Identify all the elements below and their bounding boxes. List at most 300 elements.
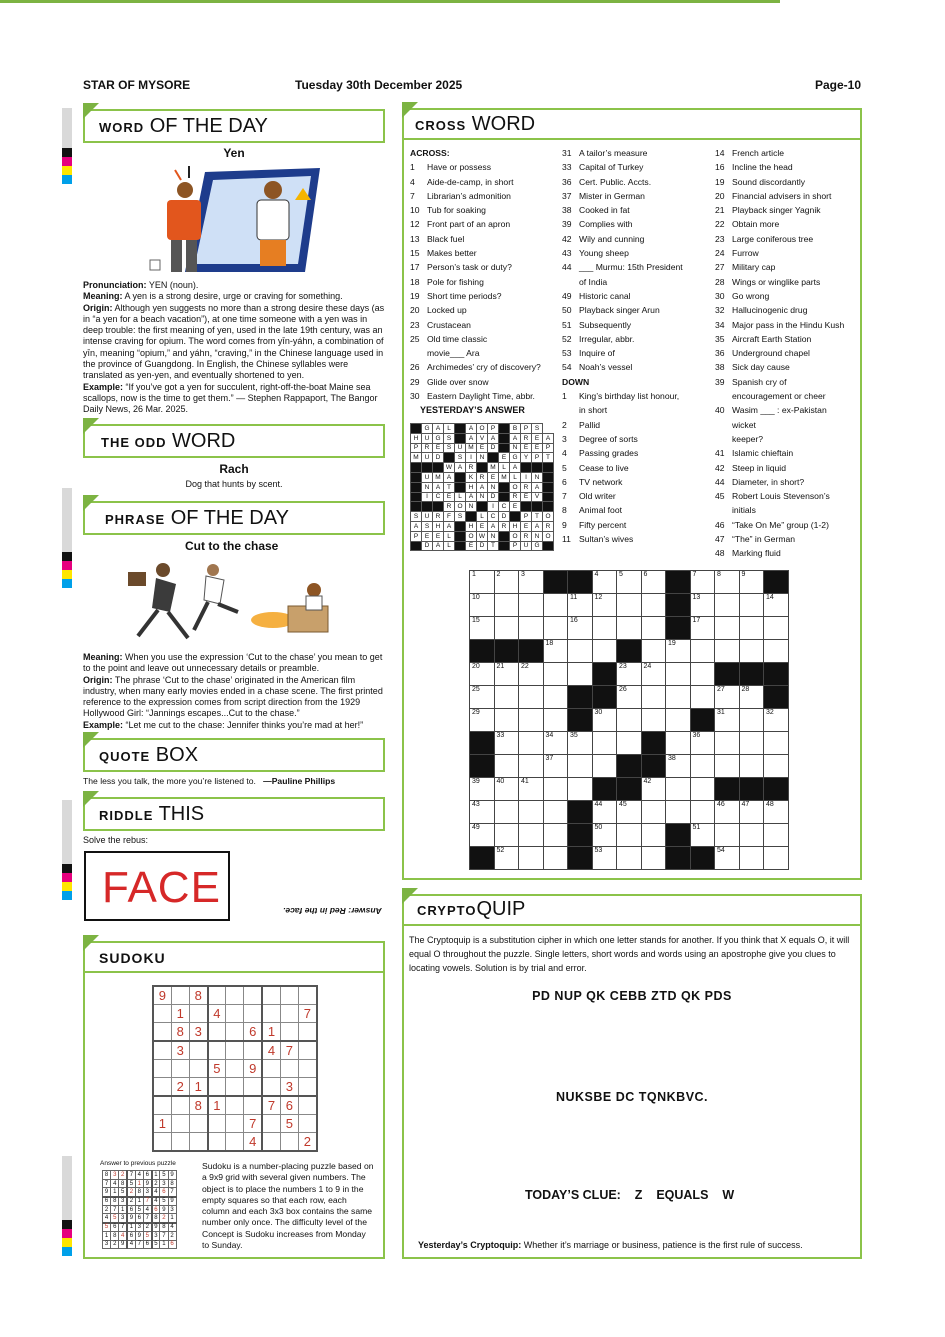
sudoku-cell[interactable] bbox=[299, 1023, 317, 1041]
prev-sudoku-cell: 1 bbox=[135, 1179, 143, 1188]
crossword-cell[interactable] bbox=[666, 732, 691, 755]
crossword-cell[interactable] bbox=[494, 709, 519, 732]
prev-sudoku-grid bbox=[102, 1170, 177, 1249]
prev-sudoku-cell: 9 bbox=[127, 1214, 135, 1223]
answer-cell: G bbox=[422, 424, 433, 434]
sudoku-cell[interactable]: 1 bbox=[153, 1114, 171, 1132]
crossword-cell[interactable] bbox=[666, 686, 691, 709]
clue-item: movie___ Ara bbox=[427, 348, 480, 359]
cell-number: 33 bbox=[496, 732, 505, 739]
crossword-cell[interactable] bbox=[519, 663, 544, 686]
crossword-black-cell bbox=[764, 571, 789, 594]
sudoku-cell[interactable]: 5 bbox=[280, 1114, 298, 1132]
clue-number: 31 bbox=[562, 148, 572, 158]
sudoku-cell[interactable] bbox=[208, 1077, 226, 1095]
crossword-cell[interactable] bbox=[592, 640, 617, 663]
sudoku-cell[interactable]: 9 bbox=[153, 986, 171, 1004]
sudoku-cell[interactable]: 1 bbox=[189, 1077, 207, 1095]
crossword-cell[interactable] bbox=[470, 824, 495, 847]
sudoku-cell[interactable] bbox=[299, 1114, 317, 1132]
clue-text: Cert. Public. Accts. bbox=[579, 176, 652, 187]
sudoku-cell[interactable] bbox=[208, 986, 226, 1004]
crossword-cell[interactable] bbox=[519, 617, 544, 640]
answer-cell: H bbox=[433, 521, 444, 531]
crossword-cell[interactable] bbox=[519, 755, 544, 778]
prev-sudoku-cell: 4 bbox=[143, 1205, 151, 1214]
sudoku-cell[interactable]: 5 bbox=[208, 1059, 226, 1077]
answer-cell: S bbox=[455, 512, 466, 522]
crossword-cell[interactable] bbox=[592, 732, 617, 755]
sudoku-cell[interactable]: 2 bbox=[171, 1077, 189, 1095]
answer-cell: A bbox=[455, 463, 466, 473]
answer-black-cell bbox=[411, 472, 422, 482]
crossword-cell[interactable] bbox=[568, 640, 593, 663]
crossword-cell[interactable] bbox=[641, 801, 666, 824]
sudoku-cell[interactable] bbox=[262, 1077, 280, 1095]
sudoku-cell[interactable] bbox=[153, 1059, 171, 1077]
crossword-cell[interactable] bbox=[494, 778, 519, 801]
clue-item bbox=[562, 246, 683, 260]
sudoku-cell[interactable] bbox=[262, 1114, 280, 1132]
crossword-cell[interactable] bbox=[764, 824, 789, 847]
crossword-cell[interactable] bbox=[543, 640, 568, 663]
sudoku-cell[interactable] bbox=[262, 1132, 280, 1150]
crossword-cell[interactable] bbox=[617, 686, 642, 709]
crossword-cell[interactable] bbox=[739, 755, 764, 778]
sudoku-cell[interactable]: 2 bbox=[299, 1132, 317, 1150]
sudoku-cell[interactable] bbox=[244, 1041, 262, 1059]
sudoku-cell[interactable] bbox=[153, 1041, 171, 1059]
cell-number: 9 bbox=[741, 571, 746, 578]
clue-text: Makes better bbox=[427, 248, 477, 259]
crossword-cell[interactable] bbox=[543, 732, 568, 755]
sudoku-cell[interactable]: 8 bbox=[189, 1096, 207, 1114]
sudoku-cell[interactable]: 3 bbox=[189, 1023, 207, 1041]
sudoku-cell[interactable]: 4 bbox=[208, 1004, 226, 1022]
prev-sudoku-cell: 5 bbox=[160, 1197, 168, 1206]
sudoku-cell[interactable] bbox=[262, 986, 280, 1004]
answer-cell: R bbox=[477, 472, 488, 482]
crossword-cell[interactable] bbox=[543, 801, 568, 824]
sudoku-cell[interactable] bbox=[171, 1059, 189, 1077]
sudoku-cell[interactable]: 1 bbox=[262, 1023, 280, 1041]
answer-cell: M bbox=[499, 472, 510, 482]
sudoku-cell[interactable] bbox=[208, 1132, 226, 1150]
crossword-cell[interactable] bbox=[690, 824, 715, 847]
clue-item bbox=[715, 532, 844, 546]
sudoku-cell[interactable] bbox=[189, 1041, 207, 1059]
sudoku-cell[interactable]: 8 bbox=[189, 986, 207, 1004]
sudoku-cell[interactable]: 6 bbox=[244, 1023, 262, 1041]
crossword-cell[interactable] bbox=[592, 594, 617, 617]
sudoku-cell[interactable] bbox=[171, 1114, 189, 1132]
sudoku-cell[interactable] bbox=[208, 1023, 226, 1041]
sudoku-cell[interactable] bbox=[280, 1059, 298, 1077]
prev-sudoku-cell: 6 bbox=[168, 1240, 176, 1249]
answer-cell: G bbox=[433, 433, 444, 443]
answer-cell: R bbox=[433, 512, 444, 522]
crossword-cell[interactable] bbox=[592, 571, 617, 594]
crossword-cell[interactable] bbox=[543, 824, 568, 847]
crossword-cell[interactable] bbox=[715, 755, 740, 778]
crossword-cell[interactable] bbox=[494, 617, 519, 640]
clue-text: Young sheep bbox=[579, 248, 629, 259]
crossword-cell[interactable] bbox=[739, 824, 764, 847]
answer-black-cell bbox=[543, 502, 554, 512]
crossword-cell[interactable] bbox=[592, 801, 617, 824]
crossword-cell[interactable] bbox=[470, 709, 495, 732]
crossword-cell[interactable] bbox=[543, 755, 568, 778]
crossword-cell[interactable] bbox=[592, 709, 617, 732]
crossword-cell[interactable] bbox=[494, 594, 519, 617]
crossword-cell[interactable] bbox=[641, 594, 666, 617]
crossword-cell[interactable] bbox=[617, 571, 642, 594]
sudoku-cell[interactable]: 6 bbox=[280, 1096, 298, 1114]
crossword-cell[interactable] bbox=[568, 594, 593, 617]
crossword-cell[interactable] bbox=[715, 732, 740, 755]
prev-sudoku-cell: 2 bbox=[143, 1223, 151, 1232]
crossword-cell[interactable] bbox=[641, 847, 666, 870]
clue-number: 37 bbox=[562, 190, 572, 201]
sudoku-cell[interactable]: 4 bbox=[244, 1132, 262, 1150]
crossword-cell[interactable] bbox=[739, 617, 764, 640]
crossword-black-cell bbox=[543, 571, 568, 594]
crossword-cell[interactable] bbox=[568, 778, 593, 801]
crossword-cell[interactable] bbox=[715, 824, 740, 847]
crossword-cell[interactable] bbox=[739, 847, 764, 870]
sudoku-cell[interactable] bbox=[153, 1077, 171, 1095]
clue-number: 20 bbox=[715, 190, 725, 201]
crossword-cell[interactable] bbox=[543, 686, 568, 709]
crossword-black-cell bbox=[666, 571, 691, 594]
crossword-cell[interactable] bbox=[470, 663, 495, 686]
sudoku-cell[interactable] bbox=[244, 1096, 262, 1114]
sudoku-cell[interactable] bbox=[262, 1059, 280, 1077]
crossword-cell[interactable] bbox=[568, 755, 593, 778]
crossword-cell[interactable] bbox=[690, 686, 715, 709]
crossword-cell[interactable] bbox=[543, 594, 568, 617]
sudoku-cell[interactable] bbox=[226, 1096, 244, 1114]
crossword-cell[interactable] bbox=[617, 617, 642, 640]
sudoku-cell[interactable] bbox=[226, 1023, 244, 1041]
sudoku-cell[interactable] bbox=[226, 1077, 244, 1095]
crossword-cell[interactable] bbox=[764, 732, 789, 755]
clue-item bbox=[715, 346, 844, 360]
crossword-cell[interactable] bbox=[617, 824, 642, 847]
crossword-cell[interactable] bbox=[666, 755, 691, 778]
sudoku-cell[interactable] bbox=[171, 986, 189, 1004]
answer-cell: C bbox=[488, 512, 499, 522]
sudoku-cell[interactable] bbox=[171, 1132, 189, 1150]
clue-number: 1 bbox=[410, 162, 415, 173]
crossword-cell[interactable] bbox=[519, 594, 544, 617]
crossword-cell[interactable] bbox=[641, 663, 666, 686]
sudoku-cell[interactable]: 3 bbox=[280, 1077, 298, 1095]
margin-band bbox=[62, 1156, 72, 1220]
crossword-cell[interactable] bbox=[666, 709, 691, 732]
crossword-cell[interactable] bbox=[764, 755, 789, 778]
crossword-cell[interactable] bbox=[764, 640, 789, 663]
crypto-intro: The Cryptoquip is a substitution cipher in which one letter stands for another. If you think that X equals O, it will equal O throughout the puzzle. Single letters, short words and words using an apostrophe give you clues to locating vowels. Solution is by trial and error. bbox=[409, 935, 850, 973]
answer-cell: G bbox=[532, 541, 543, 551]
sudoku-cell[interactable] bbox=[244, 986, 262, 1004]
crossword-cell[interactable] bbox=[641, 778, 666, 801]
prev-sudoku-cell: 7 bbox=[143, 1214, 151, 1223]
crossword-cell[interactable] bbox=[592, 755, 617, 778]
crossword-cell[interactable] bbox=[715, 640, 740, 663]
crossword-cell[interactable] bbox=[519, 686, 544, 709]
cell-number: 50 bbox=[594, 824, 603, 831]
crossword-cell[interactable] bbox=[739, 686, 764, 709]
sudoku-cell[interactable] bbox=[244, 1077, 262, 1095]
crossword-cell[interactable] bbox=[715, 617, 740, 640]
crossword-cell[interactable] bbox=[690, 571, 715, 594]
crossword-cell[interactable] bbox=[519, 571, 544, 594]
prev-sudoku-cell: 9 bbox=[103, 1188, 111, 1197]
crossword-cell[interactable] bbox=[641, 617, 666, 640]
crossword-cell[interactable] bbox=[690, 640, 715, 663]
crossword-cell[interactable] bbox=[641, 571, 666, 594]
sudoku-cell[interactable]: 3 bbox=[171, 1041, 189, 1059]
clue-item bbox=[562, 418, 683, 432]
crossword-cell[interactable] bbox=[470, 686, 495, 709]
sudoku-cell[interactable] bbox=[153, 1023, 171, 1041]
sudoku-cell[interactable] bbox=[299, 986, 317, 1004]
crossword-title: CROSS WORD bbox=[415, 113, 536, 135]
crossword-cell[interactable] bbox=[470, 571, 495, 594]
cell-number: 13 bbox=[692, 594, 701, 601]
prev-sudoku-cell: 4 bbox=[111, 1179, 119, 1188]
cell-number: 7 bbox=[692, 571, 697, 578]
sudoku-cell[interactable] bbox=[299, 1059, 317, 1077]
crossword-cell[interactable] bbox=[715, 801, 740, 824]
sudoku-cell[interactable]: 4 bbox=[262, 1041, 280, 1059]
answer-cell: C bbox=[433, 492, 444, 502]
crossword-cell[interactable] bbox=[715, 709, 740, 732]
cell-number: 36 bbox=[692, 732, 701, 739]
sudoku-cell[interactable] bbox=[208, 1114, 226, 1132]
answer-black-cell bbox=[499, 531, 510, 541]
crossword-cell[interactable] bbox=[617, 709, 642, 732]
crossword-grid[interactable] bbox=[469, 570, 789, 870]
crossword-cell[interactable] bbox=[470, 617, 495, 640]
crossword-black-cell bbox=[739, 778, 764, 801]
crossword-cell[interactable] bbox=[494, 755, 519, 778]
answer-cell: E bbox=[422, 531, 433, 541]
sudoku-grid[interactable] bbox=[152, 985, 318, 1152]
sudoku-cell[interactable]: 7 bbox=[299, 1004, 317, 1022]
crossword-cell[interactable] bbox=[617, 801, 642, 824]
sudoku-cell[interactable] bbox=[226, 1132, 244, 1150]
crossword-cell[interactable] bbox=[494, 732, 519, 755]
sudoku-cell[interactable]: 1 bbox=[171, 1004, 189, 1022]
crossword-cell[interactable] bbox=[690, 801, 715, 824]
crossword-cell[interactable] bbox=[764, 847, 789, 870]
answer-cell: L bbox=[455, 492, 466, 502]
sudoku-cell[interactable] bbox=[299, 1041, 317, 1059]
sudoku-cell[interactable] bbox=[189, 1114, 207, 1132]
sudoku-cell[interactable] bbox=[226, 1114, 244, 1132]
sudoku-cell[interactable] bbox=[189, 1132, 207, 1150]
answer-cell: E bbox=[532, 433, 543, 443]
quote-title: QUOTE BOX bbox=[99, 744, 199, 766]
answer-cell: A bbox=[532, 482, 543, 492]
crossword-cell[interactable] bbox=[592, 824, 617, 847]
crossword-cell[interactable] bbox=[519, 847, 544, 870]
sudoku-cell[interactable] bbox=[280, 1004, 298, 1022]
crossword-cell[interactable] bbox=[641, 640, 666, 663]
crossword-cell[interactable] bbox=[543, 847, 568, 870]
answer-cell: D bbox=[488, 443, 499, 453]
answer-cell: L bbox=[499, 463, 510, 473]
crossword-black-cell bbox=[617, 778, 642, 801]
crossword-cell[interactable] bbox=[666, 801, 691, 824]
prev-sudoku-cell: 3 bbox=[143, 1188, 151, 1197]
sudoku-cell[interactable] bbox=[171, 1096, 189, 1114]
crossword-cell[interactable] bbox=[494, 801, 519, 824]
crossword-black-cell bbox=[764, 663, 789, 686]
answer-black-cell bbox=[455, 472, 466, 482]
crossword-cell[interactable] bbox=[543, 709, 568, 732]
sudoku-cell[interactable] bbox=[226, 1041, 244, 1059]
sudoku-cell[interactable] bbox=[153, 1132, 171, 1150]
crossword-cell[interactable] bbox=[739, 640, 764, 663]
sudoku-cell[interactable] bbox=[280, 1132, 298, 1150]
sudoku-cell[interactable]: 7 bbox=[262, 1096, 280, 1114]
clue-item bbox=[715, 475, 844, 489]
crossword-cell[interactable] bbox=[690, 617, 715, 640]
crossword-cell[interactable] bbox=[690, 778, 715, 801]
crossword-cell[interactable] bbox=[715, 847, 740, 870]
crossword-cell[interactable] bbox=[592, 847, 617, 870]
sudoku-cell[interactable] bbox=[262, 1004, 280, 1022]
crossword-cell[interactable] bbox=[690, 755, 715, 778]
sudoku-cell[interactable]: 7 bbox=[244, 1114, 262, 1132]
crossword-cell[interactable] bbox=[715, 571, 740, 594]
crossword-cell[interactable] bbox=[690, 732, 715, 755]
answer-cell: L bbox=[477, 512, 488, 522]
crossword-cell[interactable] bbox=[690, 663, 715, 686]
crossword-cell[interactable] bbox=[715, 686, 740, 709]
answer-cell: O bbox=[477, 424, 488, 434]
crossword-cell[interactable] bbox=[641, 686, 666, 709]
crossword-cell[interactable] bbox=[519, 709, 544, 732]
crossword-cell[interactable] bbox=[543, 778, 568, 801]
sudoku-cell[interactable]: 7 bbox=[280, 1041, 298, 1059]
crossword-cell[interactable] bbox=[666, 640, 691, 663]
corner-flag bbox=[83, 418, 99, 434]
answer-cell: A bbox=[510, 463, 521, 473]
crossword-cell[interactable] bbox=[764, 801, 789, 824]
answer-cell: H bbox=[411, 433, 422, 443]
reg-yellow bbox=[62, 570, 72, 579]
sudoku-cell[interactable] bbox=[226, 986, 244, 1004]
crossword-cell[interactable] bbox=[568, 732, 593, 755]
answer-cell: E bbox=[499, 453, 510, 463]
crossword-cell[interactable] bbox=[764, 594, 789, 617]
answer-black-cell bbox=[444, 453, 455, 463]
sudoku-cell[interactable] bbox=[299, 1096, 317, 1114]
crossword-cell[interactable] bbox=[519, 824, 544, 847]
sudoku-cell[interactable]: 8 bbox=[171, 1023, 189, 1041]
crossword-cell[interactable] bbox=[568, 663, 593, 686]
crossword-cell[interactable] bbox=[739, 709, 764, 732]
crossword-cell[interactable] bbox=[617, 663, 642, 686]
sudoku-cell[interactable] bbox=[208, 1041, 226, 1059]
crossword-cell[interactable] bbox=[470, 801, 495, 824]
sudoku-cell[interactable] bbox=[299, 1077, 317, 1095]
clue-text: Islamic chieftain bbox=[732, 448, 794, 459]
sudoku-cell[interactable] bbox=[244, 1004, 262, 1022]
clue-text: Furrow bbox=[732, 248, 759, 259]
crossword-cell[interactable] bbox=[543, 617, 568, 640]
crossword-cell[interactable] bbox=[617, 594, 642, 617]
sudoku-cell[interactable]: 9 bbox=[244, 1059, 262, 1077]
crossword-cell[interactable] bbox=[617, 847, 642, 870]
clue-item bbox=[562, 332, 683, 346]
crossword-cell[interactable] bbox=[592, 617, 617, 640]
prev-sudoku-cell: 3 bbox=[160, 1179, 168, 1188]
answer-black-cell bbox=[477, 502, 488, 512]
sudoku-cell[interactable]: 1 bbox=[208, 1096, 226, 1114]
cell-number: 53 bbox=[594, 847, 603, 854]
crossword-cell[interactable] bbox=[739, 801, 764, 824]
crossword-cell[interactable] bbox=[543, 663, 568, 686]
clue-item bbox=[562, 318, 683, 332]
sudoku-cell[interactable] bbox=[280, 986, 298, 1004]
crossword-cell[interactable] bbox=[470, 778, 495, 801]
clue-number: 47 bbox=[715, 534, 725, 545]
sudoku-cell[interactable] bbox=[189, 1059, 207, 1077]
crossword-cell[interactable] bbox=[568, 617, 593, 640]
crossword-cell[interactable] bbox=[715, 594, 740, 617]
sudoku-cell[interactable] bbox=[153, 1004, 171, 1022]
crossword-cell[interactable] bbox=[764, 617, 789, 640]
crossword-cell[interactable] bbox=[666, 663, 691, 686]
crossword-cell[interactable] bbox=[739, 571, 764, 594]
crossword-cell[interactable] bbox=[470, 594, 495, 617]
crossword-cell[interactable] bbox=[617, 732, 642, 755]
clue-number: 33 bbox=[562, 162, 572, 173]
cell-number: 39 bbox=[472, 778, 480, 785]
crossword-cell[interactable] bbox=[739, 594, 764, 617]
clue-number: 38 bbox=[715, 362, 725, 373]
sudoku-cell[interactable] bbox=[280, 1023, 298, 1041]
sudoku-cell[interactable] bbox=[226, 1004, 244, 1022]
prev-sudoku-cell: 6 bbox=[127, 1231, 135, 1240]
crossword-cell[interactable] bbox=[519, 778, 544, 801]
crossword-cell[interactable] bbox=[494, 824, 519, 847]
crossword-cell[interactable] bbox=[739, 732, 764, 755]
crossword-cell[interactable] bbox=[519, 801, 544, 824]
clue-item bbox=[562, 503, 683, 517]
sudoku-cell[interactable] bbox=[226, 1059, 244, 1077]
crossword-cell[interactable] bbox=[494, 663, 519, 686]
sudoku-cell[interactable] bbox=[189, 1004, 207, 1022]
crossword-cell[interactable] bbox=[494, 571, 519, 594]
crossword-cell[interactable] bbox=[764, 709, 789, 732]
crossword-cell[interactable] bbox=[494, 686, 519, 709]
crossword-cell[interactable] bbox=[519, 732, 544, 755]
clue-text: Person’s task or duty? bbox=[427, 262, 512, 273]
sudoku-cell[interactable] bbox=[153, 1096, 171, 1114]
crossword-cell[interactable] bbox=[494, 847, 519, 870]
clue-number: 29 bbox=[410, 376, 420, 387]
crossword-cell[interactable] bbox=[666, 778, 691, 801]
crossword-cell[interactable] bbox=[641, 709, 666, 732]
crossword-cell[interactable] bbox=[690, 594, 715, 617]
crossword-cell[interactable] bbox=[641, 824, 666, 847]
